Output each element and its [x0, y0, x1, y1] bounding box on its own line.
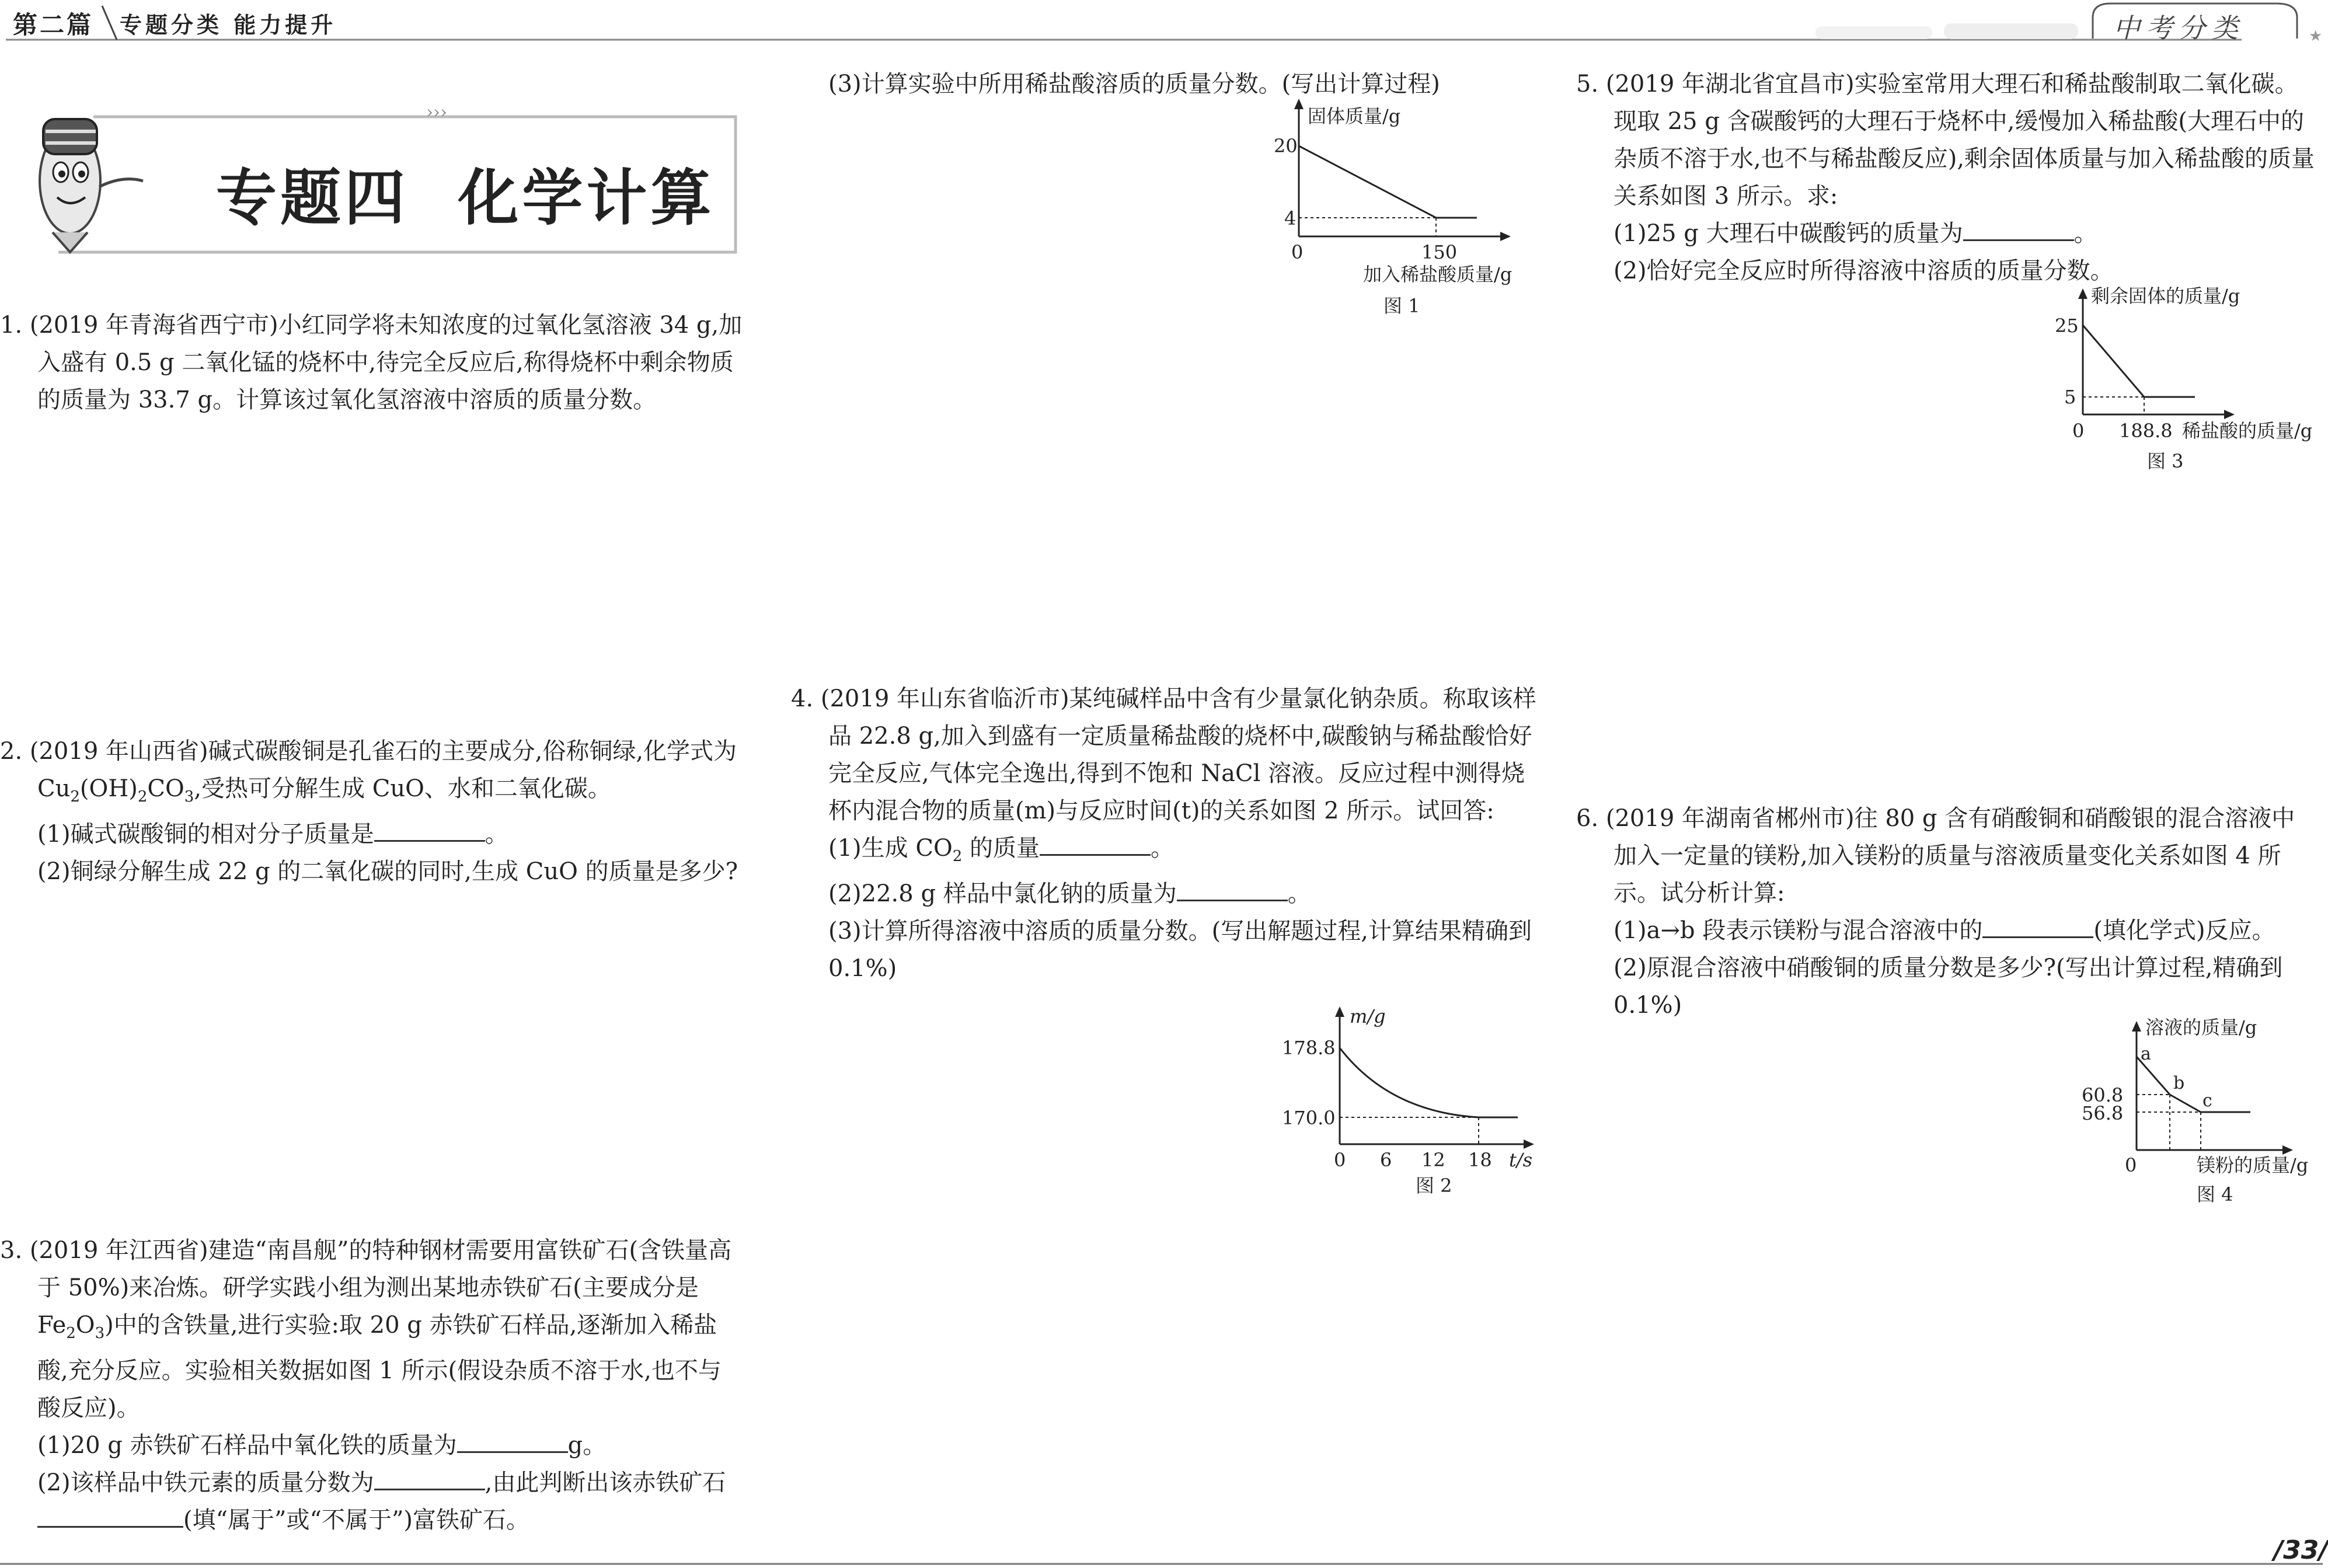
question-3-part-3: (3)计算实验中所用稀盐酸溶质的质量分数。(写出计算过程)	[828, 71, 1440, 97]
question-5	[1576, 65, 2317, 290]
fig4-point-c: c	[2202, 1090, 2212, 1111]
star-icon: ★	[2309, 27, 2323, 45]
question-4-intro: 4. (2019 年山东省临沂市)某纯碱样品中含有少量氯化钠杂质。称取该样品 22.8 g,加入到盛有一定质量稀盐酸的烧杯中,碳酸钠与稀盐酸恰好完全反应,气体完全逸出,得到不饱和 NaCl 溶液。反应过程中测得烧杯内混合物的质量(m)与反应时间(t)的关系如图 2 所示。试回答:	[791, 685, 1536, 824]
page-header	[0, 0, 2323, 47]
fig2-caption: 图 2	[1416, 1175, 1452, 1197]
answer-blank[interactable]	[1963, 219, 2074, 241]
fig4-origin: 0	[2125, 1154, 2137, 1176]
fig2-xtick-6: 6	[1380, 1149, 1392, 1171]
fig1-caption: 图 1	[1383, 295, 1420, 317]
question-1	[0, 306, 744, 419]
question-2	[0, 733, 744, 890]
fig3-caption: 图 3	[2147, 450, 2184, 472]
question-3-intro: 3. (2019 年江西省)建造“南昌舰”的特种钢材需要用富铁矿石(含铁量高于 50%)来冶炼。研学实践小组为测出某地赤铁矿石(主要成分是 $Fe_2O_3$)中的含铁量,进行实验:取 20 g 赤铁矿石样品,逐渐加入稀盐酸,充分反应。实验相关数据如图 1 所示(假设杂质不溶于水,也不与酸反应)。	[0, 1237, 732, 1421]
fig2-ylabel: m/g	[1350, 1005, 1386, 1027]
figure-4	[2081, 1013, 2323, 1211]
question-4-part-2: (2)22.8 g 样品中氯化钠的质量为 。	[828, 880, 1311, 907]
question-2-intro: 2. (2019 年山西省)碱式碳酸铜是孔雀石的主要成分,俗称铜绿,化学式为 $Cu_2(OH)_2CO_3$,受热可分解生成 CuO、水和二氧化碳。	[0, 738, 737, 806]
fig2-xtick-18: 18	[1468, 1149, 1492, 1171]
header-subtitle: 专题分类 能力提升	[120, 12, 337, 38]
page-title: 专题四 化学计算	[216, 162, 715, 234]
question-3-part-2: (2)该样品中铁元素的质量分数为 ,由此判断出该赤铁矿石(填“属于”或“不属于”)富铁矿石。	[37, 1469, 726, 1534]
fig1-data-line	[1299, 146, 1477, 218]
svg-text:›››: ›››	[426, 102, 447, 123]
fig1-xtick-150: 150	[1421, 241, 1458, 263]
question-4	[791, 680, 1544, 987]
fig2-origin: 0	[1334, 1149, 1346, 1171]
answer-blank[interactable]	[37, 1506, 183, 1528]
figure-2	[1278, 998, 1547, 1203]
fig3-ylabel: 剩余固体的质量/g	[2091, 285, 2240, 307]
question-4-part-1: (1)生成 $CO_2$ 的质量 。	[828, 835, 1175, 865]
question-3-part-1: (1)20 g 赤铁矿石样品中氧化铁的质量为 g。	[37, 1432, 607, 1459]
answer-blank[interactable]	[1982, 917, 2093, 938]
question-1-text: 1. (2019 年青海省西宁市)小红同学将未知浓度的过氧化氢溶液 34 g,加入盛有 0.5 g 二氧化锰的烧杯中,待完全反应后,称得烧杯中剩余物质的质量为 33.7 g。计算该过氧化氢溶液中溶质的质量分数。	[0, 312, 743, 413]
question-6	[1576, 800, 2317, 1024]
fig4-point-b: b	[2173, 1073, 2185, 1093]
fig4-ylabel: 溶液的质量/g	[2145, 1016, 2257, 1039]
fig3-data-line	[2083, 325, 2195, 397]
question-5-part-2: (2)恰好完全反应时所得溶液中溶质的质量分数。	[1613, 257, 2114, 284]
figure-3	[2049, 283, 2323, 482]
answer-blank[interactable]	[374, 820, 485, 842]
fig2-data-curve	[1340, 1048, 1518, 1117]
fig2-xlabel: t/s	[1509, 1149, 1533, 1171]
fig1-origin: 0	[1291, 241, 1304, 263]
fig3-xtick-188-8: 188.8	[2119, 420, 2173, 442]
figure-1	[1267, 96, 1547, 330]
fig1-ytick-4: 4	[1284, 207, 1297, 229]
question-6-intro: 6. (2019 年湖南省郴州市)往 80 g 含有硝酸铜和硝酸银的混合溶液中加入一定量的镁粉,加入镁粉的质量与溶液质量变化关系如图 4 所示。试分析计算:	[1576, 805, 2295, 907]
question-4-part-3: (3)计算所得溶液中溶质的质量分数。(写出解题过程,计算结果精确到 0.1%)	[828, 918, 1532, 982]
fig3-ytick-5: 5	[2064, 386, 2076, 408]
answer-blank[interactable]	[1040, 834, 1151, 856]
answer-blank[interactable]	[1177, 880, 1288, 901]
header-tag: 中考分类	[2113, 12, 2244, 44]
question-2-part-1: (1)碱式碳酸铜的相对分子质量是 。	[37, 821, 508, 848]
fig3-ytick-25: 25	[2055, 315, 2079, 337]
header-decoration	[0, 0, 2323, 47]
fig2-xtick-12: 12	[1421, 1149, 1445, 1171]
fig2-ytick-178-8: 178.8	[1282, 1037, 1336, 1059]
answer-blank[interactable]	[374, 1469, 485, 1490]
fig4-xlabel: 镁粉的质量/g	[2197, 1154, 2309, 1176]
question-3	[0, 1232, 744, 1539]
fig4-ytick-56-8: 56.8	[2082, 1102, 2124, 1124]
question-5-part-1: (1)25 g 大理石中碳酸钙的质量为 。	[1613, 220, 2097, 247]
question-5-intro: 5. (2019 年湖北省宜昌市)实验室常用大理石和稀盐酸制取二氧化碳。现取 25 g 含碳酸钙的大理石于烧杯中,缓慢加入稀盐酸(大理石中的杂质不溶于水,也不与稀盐酸反应),剩余固体质量与加入稀盐酸的质量关系如图 3 所示。求:	[1576, 71, 2315, 210]
fig4-ytick-60-8: 60.8	[2082, 1084, 2124, 1106]
fig1-xlabel: 加入稀盐酸质量/g	[1363, 263, 1512, 285]
part-label: 第二篇	[13, 11, 94, 39]
question-6-part-1: (1)a→b 段表示镁粉与混合溶液中的 (填化学式)反应。	[1613, 917, 2275, 944]
fig4-data-line	[2137, 1057, 2250, 1112]
question-2-part-2: (2)铜绿分解生成 22 g 的二氧化碳的同时,生成 CuO 的质量是多少?	[37, 858, 738, 885]
question-6-part-2: (2)原混合溶液中硝酸铜的质量分数是多少?(写出计算过程,精确到 0.1%)	[1613, 954, 2283, 1019]
fig3-xlabel: 稀盐酸的质量/g	[2182, 420, 2313, 442]
fig2-ytick-170-0: 170.0	[1282, 1107, 1336, 1129]
fig1-ytick-20: 20	[1274, 135, 1298, 157]
fig4-point-a: a	[2141, 1044, 2151, 1064]
page-number: /33/	[2274, 1535, 2328, 1565]
fig1-ylabel: 固体质量/g	[1308, 105, 1401, 127]
fig3-origin: 0	[2072, 420, 2085, 442]
footer-rule	[0, 1550, 2323, 1568]
fig4-caption: 图 4	[2197, 1183, 2233, 1205]
pencil-mascot-icon	[40, 119, 143, 252]
answer-blank[interactable]	[457, 1431, 568, 1453]
